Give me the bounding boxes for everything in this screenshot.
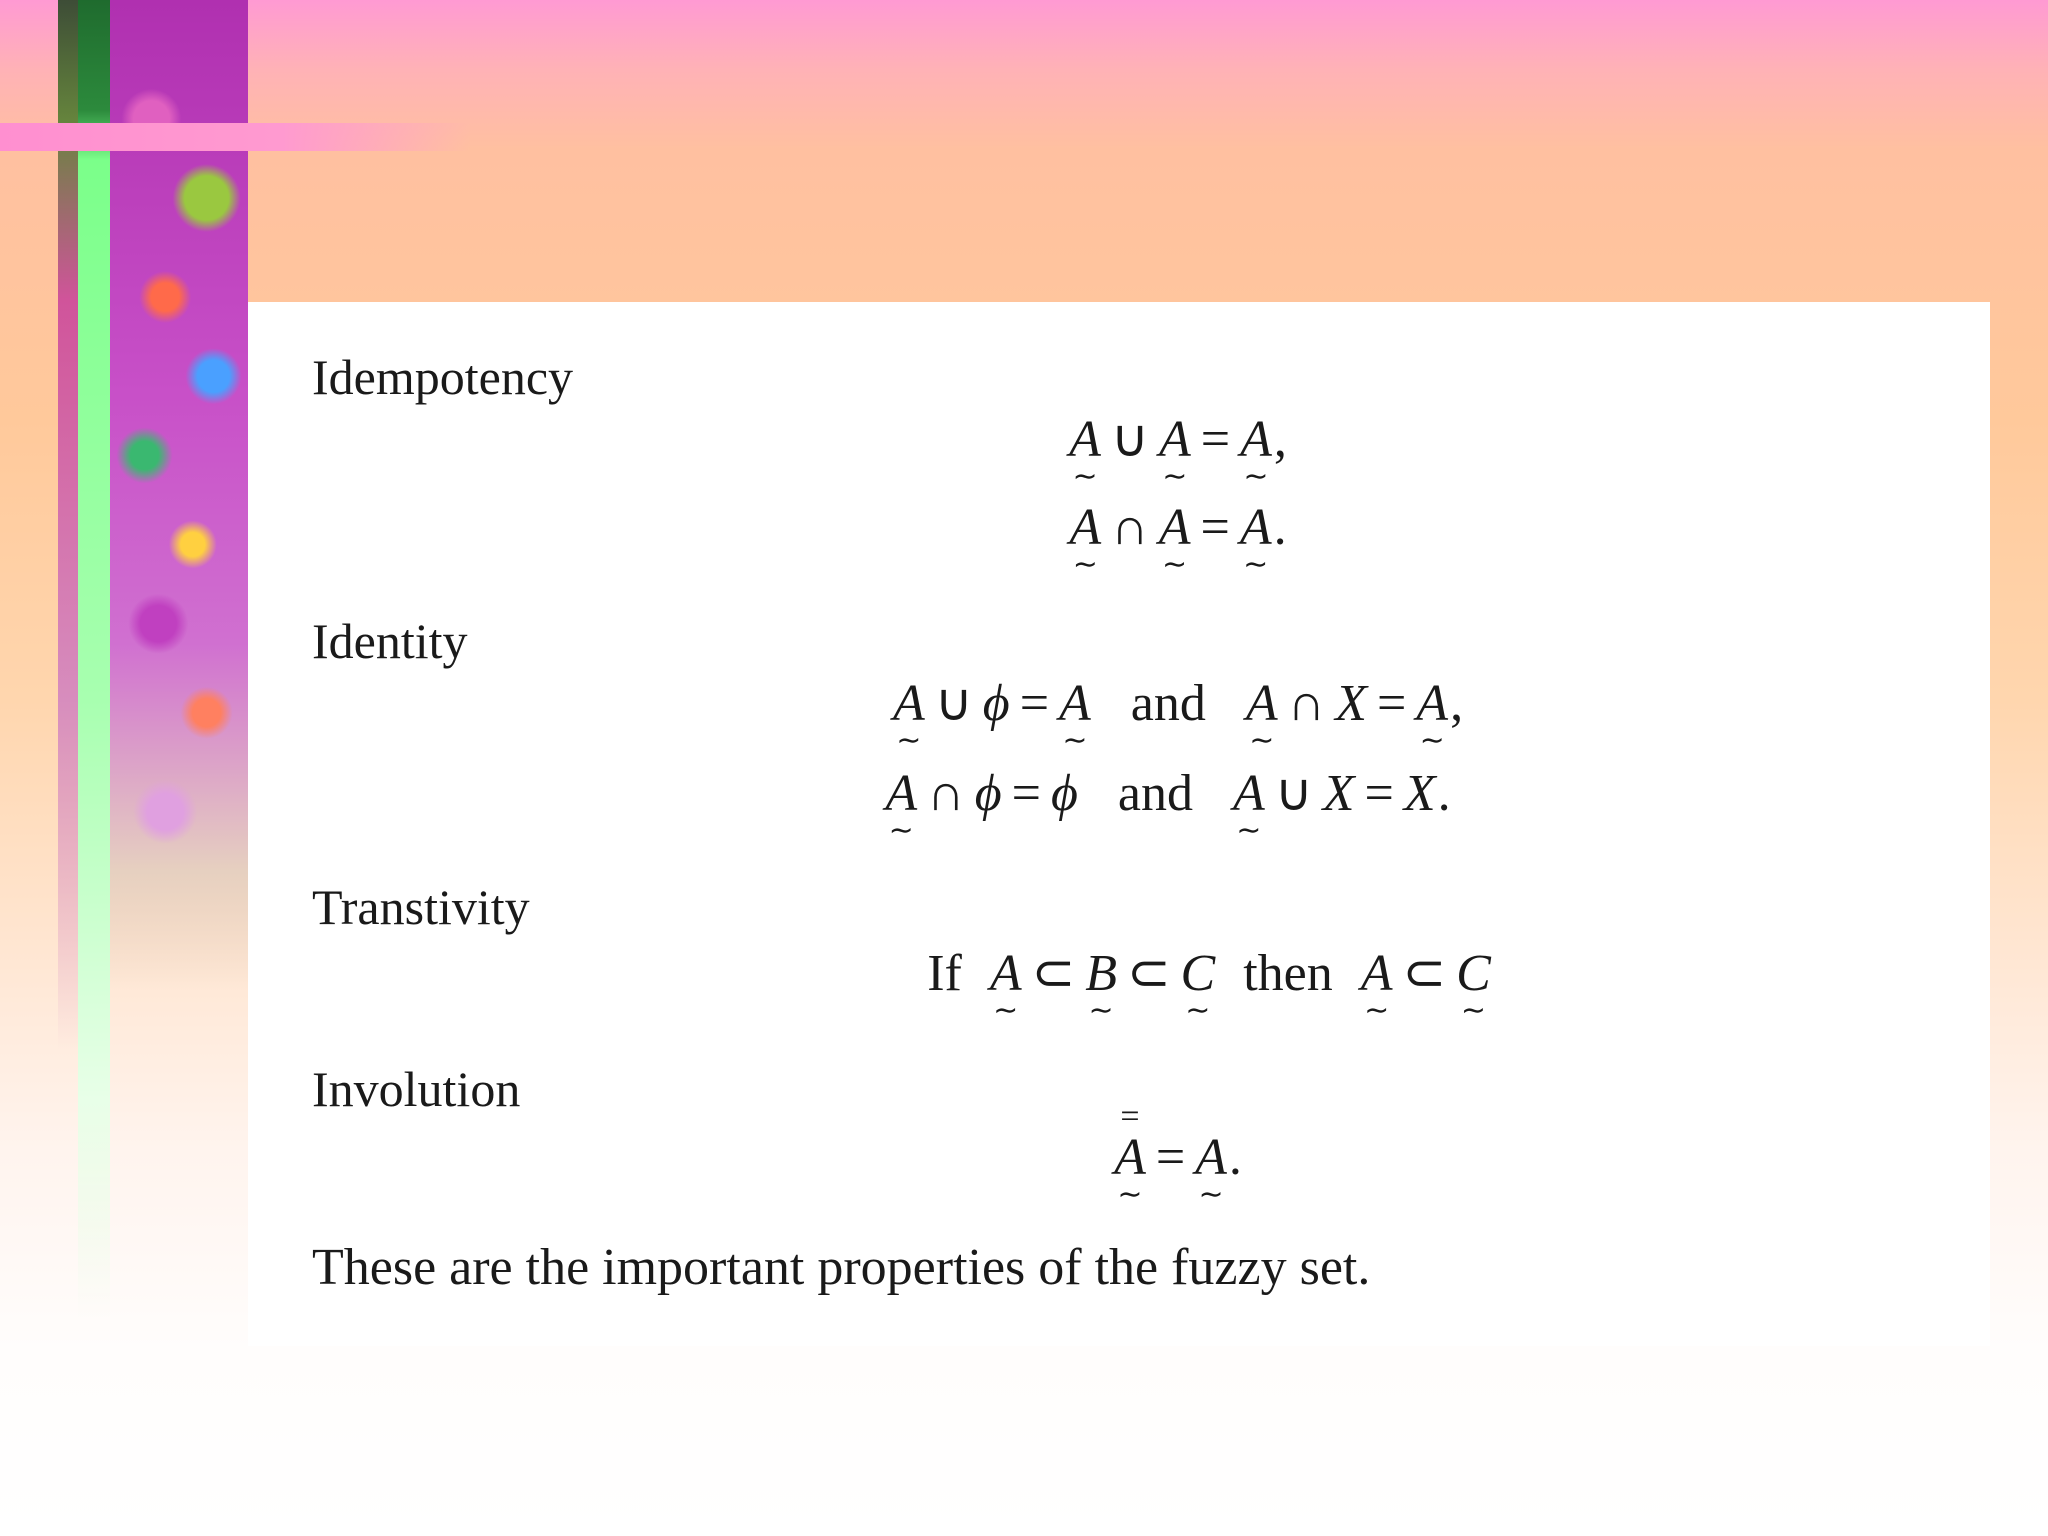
conclusion-text: These are the important properties of the fuzzy set. bbox=[312, 1239, 1371, 1296]
universe-x: X bbox=[1335, 675, 1367, 732]
fuzzy-set-a: A ∼ bbox=[1240, 411, 1272, 493]
universe-x: X bbox=[1403, 765, 1436, 822]
involution-eq: = A ∼ = A ∼ . bbox=[1114, 1098, 1242, 1211]
idempotency-eq-1: A ∼ ∪ A ∼ = A ∼ , bbox=[1069, 411, 1287, 493]
empty-set-symbol: ϕ bbox=[974, 765, 1002, 822]
fuzzy-set-a: A ∼ bbox=[1360, 945, 1393, 1027]
fuzzy-set-c: C ∼ bbox=[1180, 945, 1216, 1027]
heading-involution: Involution bbox=[312, 1061, 521, 1117]
fuzzy-set-a: A ∼ bbox=[1069, 499, 1102, 581]
content-panel bbox=[248, 302, 1990, 1346]
decorative-green-stripe bbox=[78, 0, 110, 1320]
fuzzy-set-a: A ∼ bbox=[1158, 499, 1191, 581]
fuzzy-set-a: A ∼ bbox=[892, 675, 925, 757]
heading-identity: Identity bbox=[312, 613, 468, 669]
identity-eq-1: A ∼ ∪ ϕ = A ∼ and A ∼ ∩ X = A ∼ , bbox=[892, 675, 1464, 757]
heading-idempotency: Idempotency bbox=[312, 349, 574, 405]
universe-x: X bbox=[1322, 765, 1355, 822]
fuzzy-set-b: B ∼ bbox=[1085, 945, 1117, 1027]
empty-set-symbol: ϕ bbox=[982, 675, 1010, 732]
fuzzy-set-a: A ∼ bbox=[989, 945, 1022, 1027]
fuzzy-set-a: A ∼ bbox=[1069, 411, 1101, 493]
fuzzy-set-c: C ∼ bbox=[1456, 945, 1491, 1027]
fuzzy-set-a: A ∼ bbox=[1059, 675, 1091, 757]
identity-eq-2: A ∼ ∩ ϕ = ϕ and A ∼ ∪ X = X . bbox=[885, 765, 1451, 847]
fuzzy-set-a: A ∼ bbox=[1232, 765, 1265, 847]
transitivity-eq: If A ∼ ⊂ B ∼ ⊂ C ∼ then A ∼ ⊂ C ∼ bbox=[927, 945, 1491, 1027]
fuzzy-set-a: A ∼ bbox=[1245, 675, 1278, 757]
fuzzy-set-a: A ∼ bbox=[1158, 411, 1191, 493]
fuzzy-set-a-double-complement: = A ∼ bbox=[1114, 1098, 1146, 1211]
fuzzy-set-a: A ∼ bbox=[1195, 1129, 1227, 1211]
fuzzy-set-a: A ∼ bbox=[885, 765, 918, 847]
decorative-dark-stripe bbox=[58, 0, 80, 1050]
fuzzy-set-a: A ∼ bbox=[1416, 675, 1449, 757]
heading-transitivity: Transtivity bbox=[312, 879, 530, 935]
decorative-pink-bar bbox=[0, 123, 470, 151]
fuzzy-set-a: A ∼ bbox=[1239, 499, 1272, 581]
empty-set-symbol: ϕ bbox=[1050, 765, 1078, 822]
idempotency-eq-2: A ∼ ∩ A ∼ = A ∼ . bbox=[1069, 499, 1287, 581]
